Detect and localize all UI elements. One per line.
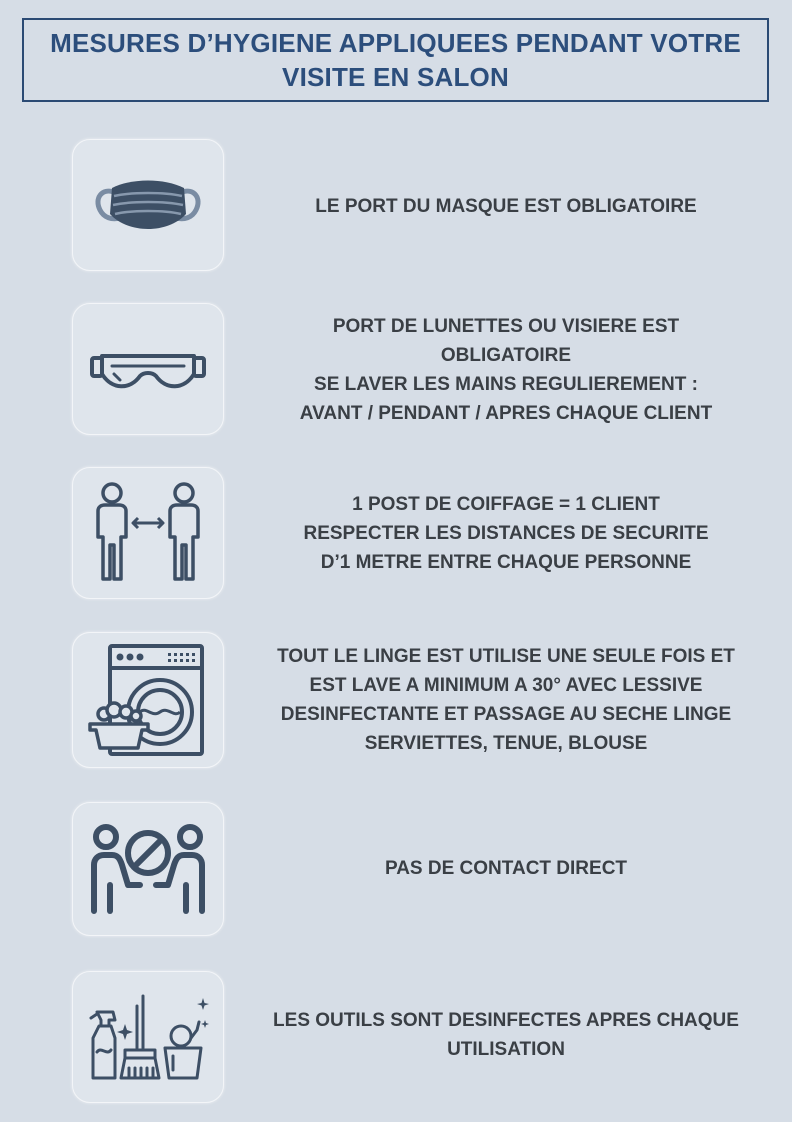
rule-line: SE LAVER LES MAINS REGULIEREMENT : (314, 374, 698, 395)
rule-line: OBLIGATOIRE (440, 345, 572, 366)
safety-goggles-icon (88, 344, 208, 394)
no-contact-icon (88, 823, 208, 915)
rule-line: SERVIETTES, TENUE, BLOUSE (364, 733, 648, 754)
rule-line: TOUT LE LINGE EST UTILISE UNE SEULE FOIS ET (277, 646, 735, 667)
rule-text-mask (262, 192, 750, 221)
rule-line: PORT DE LUNETTES OU VISIERE EST (332, 316, 680, 337)
page-title-line-1: MESURES D’HYGIENE APPLIQUEES PENDANT VOTRE (50, 28, 741, 58)
rule-line: EST LAVE A MINIMUM A 30° AVEC LESSIVE (309, 675, 703, 696)
rule-text-cleaning (262, 1006, 750, 1064)
rule-icon-card-laundry (72, 632, 224, 768)
rule-line: PAS DE CONTACT DIRECT (384, 858, 628, 879)
rule-line: UTILISATION (447, 1039, 565, 1060)
page-title-line-2: VISITE EN SALON (282, 62, 509, 92)
washing-machine-icon (88, 642, 208, 758)
rule-icon-card-distance (72, 467, 224, 599)
rule-icon-card-goggles (72, 303, 224, 435)
rule-icon-card-no-contact (72, 802, 224, 936)
rule-icon-card-mask (72, 139, 224, 271)
rule-line: LES OUTILS SONT DESINFECTES APRES CHAQUE (273, 1010, 739, 1031)
page-title (22, 18, 769, 102)
rule-text-no-contact (262, 854, 750, 883)
rule-line: AVANT / PENDANT / APRES CHAQUE CLIENT (299, 403, 713, 424)
rule-line: RESPECTER LES DISTANCES DE SECURITE (303, 523, 709, 544)
cleaning-supplies-icon (85, 992, 211, 1082)
social-distance-icon (88, 481, 208, 585)
rule-text-laundry (262, 642, 750, 758)
rule-text-distance (262, 490, 750, 577)
rule-text-goggles (262, 312, 750, 428)
rule-icon-card-cleaning (72, 971, 224, 1103)
rule-line: LE PORT DU MASQUE EST OBLIGATOIRE (315, 196, 697, 217)
rule-line: 1 POST DE COIFFAGE = 1 CLIENT (352, 494, 660, 515)
rule-line: DESINFECTANTE ET PASSAGE AU SECHE LINGE (280, 704, 732, 725)
rule-line: D’1 METRE ENTRE CHAQUE PERSONNE (320, 552, 692, 573)
face-mask-icon (92, 170, 204, 240)
